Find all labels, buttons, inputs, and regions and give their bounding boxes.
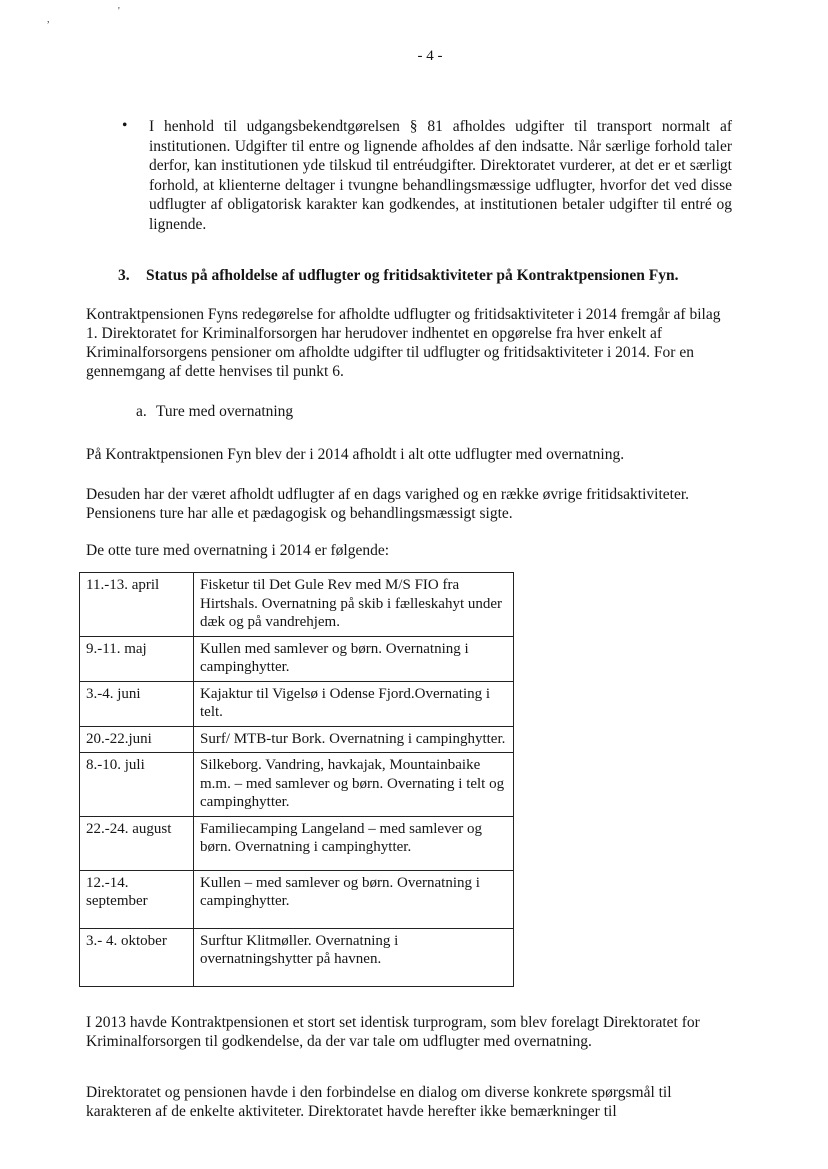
tour-date: 9.-11. maj [80, 636, 194, 681]
tour-date: 3.-4. juni [80, 681, 194, 726]
tour-date: 11.-13. april [80, 573, 194, 637]
paragraph: I 2013 havde Kontraktpensionen et stort set identisk turprogram, som blev forelagt Direktoratet for Kriminalforsorgen til godkendelse, da der var tale om udflugter med overnatning. [86, 1014, 700, 1050]
tour-date: 8.-10. juli [80, 753, 194, 817]
tour-description: Kullen med samlever og børn. Overnatning i campinghytter. [194, 636, 514, 681]
table-row [80, 816, 514, 870]
bullet-item [122, 117, 732, 234]
scan-mark: ' [118, 6, 120, 17]
paragraph: Direktoratet og pensionen havde i den forbindelse en dialog om diverse konkrete spørgsmål til karakteren af de enkelte aktiviteter. Direktoratet havde herefter ikke bemærkninger til [86, 1084, 672, 1120]
tour-description: Kajaktur til Vigelsø i Odense Fjord.Overnating i telt. [194, 681, 514, 726]
tour-date: 22.-24. august [80, 816, 194, 870]
table-row [80, 726, 514, 753]
section-heading [118, 267, 738, 285]
bullet-text: I henhold til udgangsbekendtgørelsen § 81 afholdes udgifter til transport normalt af institutionen. Udgifter til entre og lignende afholdes af den indsatte. Når særlige forhold taler derfor, kan institutionen yde tilskud til entréudgifter. Direktoratet vurderer, at det er et særligt forhold, at klienterne deltager i tvungne behandlingsmæssige udflugter, hvorfor det ved disse udflugter af obligatorisk karakter kan godkendes, at institutionen betaler udgifter til entré og lignende. [149, 118, 732, 233]
table-row [80, 753, 514, 817]
section-number: 3. [118, 267, 130, 284]
paragraph: På Kontraktpensionen Fyn blev der i 2014 afholdt i alt otte udflugter med overnatning. [86, 446, 625, 463]
table-row [80, 928, 514, 986]
paragraph: De otte ture med overnatning i 2014 er følgende: [86, 542, 390, 559]
page-number: - 4 - [417, 48, 443, 64]
table-row [80, 870, 514, 928]
bullet-icon: • [122, 117, 128, 134]
tour-description: Familiecamping Langeland – med samlever og børn. Overnatning i campinghytter. [194, 816, 514, 870]
tour-date: 12.-14. september [80, 870, 194, 928]
scan-mark: , [47, 14, 50, 25]
table-row [80, 681, 514, 726]
tour-description: Surf/ MTB-tur Bork. Overnatning i campinghytter. [194, 726, 514, 753]
tour-description: Fisketur til Det Gule Rev med M/S FIO fra Hirtshals. Overnatning på skib i fælleskahyt under dæk og på vandrehjem. [194, 573, 514, 637]
paragraph: Desuden har der været afholdt udflugter af en dags varighed og en række øvrige fritidsaktiviteter. Pensionens ture har alle et pædagogisk og behandlingsmæssigt sigte. [86, 486, 690, 522]
subsection-title: Ture med overnatning [156, 403, 294, 420]
table-row [80, 573, 514, 637]
tour-date: 20.-22.juni [80, 726, 194, 753]
table-row [80, 636, 514, 681]
tours-table [79, 572, 514, 987]
subsection-heading [136, 403, 293, 421]
tour-description: Kullen – med samlever og børn. Overnatning i campinghytter. [194, 870, 514, 928]
subsection-letter: a. [136, 403, 147, 420]
section-title: Status på afholdelse af udflugter og fritidsaktiviteter på Kontraktpensionen Fyn. [146, 267, 679, 284]
tour-description: Surftur Klitmøller. Overnatning i overnatningshytter på havnen. [194, 928, 514, 986]
paragraph: Kontraktpensionen Fyns redegørelse for afholdte udflugter og fritidsaktiviteter i 2014 fremgår af bilag 1. Direktoratet for Kriminalforsorgen har herudover indhentet en opgørelse fra hver enkelt af Kriminalforsorgens pensioner om afholdte udgifter til udflugter og fritidsaktiviteter i 2014. For en gennemgang af dette henvises til punkt 6. [86, 306, 721, 380]
tour-date: 3.- 4. oktober [80, 928, 194, 986]
tour-description: Silkeborg. Vandring, havkajak, Mountainbaike m.m. – med samlever og børn. Overnating i telt og campinghytter. [194, 753, 514, 817]
